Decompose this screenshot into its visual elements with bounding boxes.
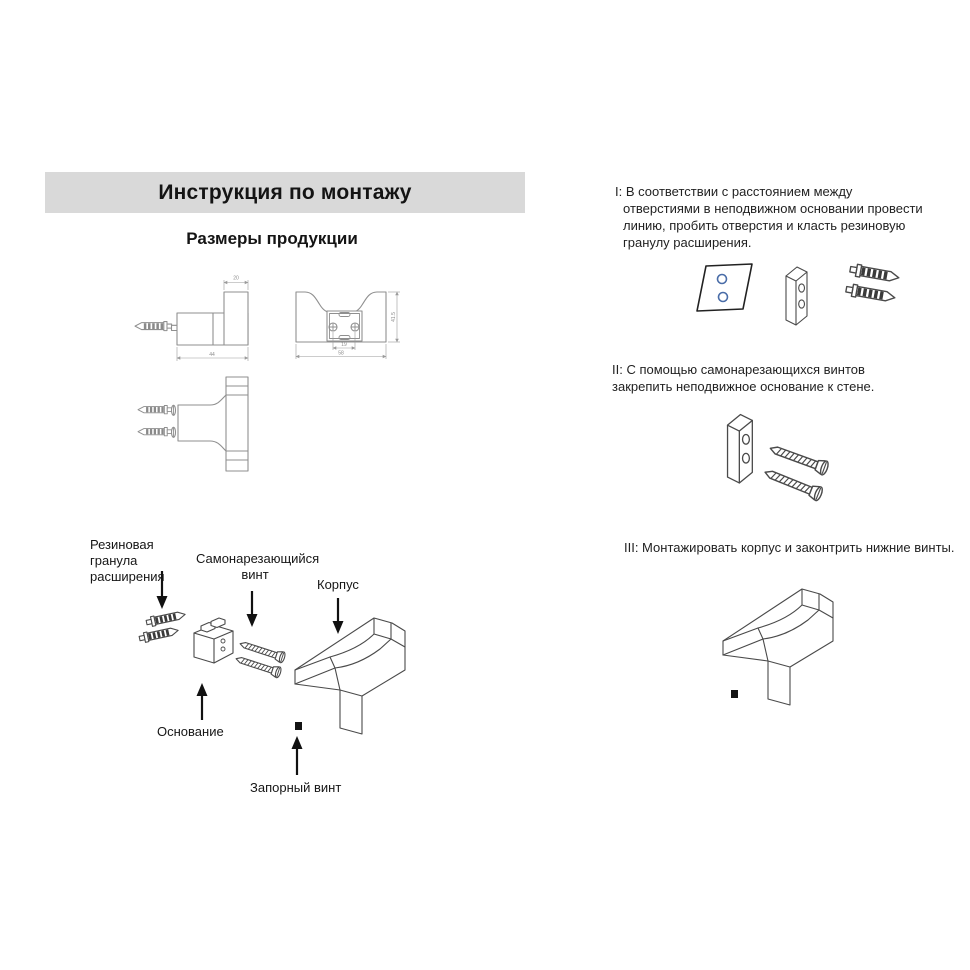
screw-head-right [351, 323, 359, 331]
hook-side-outline [177, 292, 248, 345]
base-slab-sketch [786, 267, 807, 325]
label-body: Корпус [317, 577, 359, 592]
title-bar [45, 172, 525, 213]
arrow-to-base [197, 683, 208, 720]
anchor-with-screw-bottom [138, 427, 176, 437]
body-part [295, 618, 405, 734]
step-1-illustration [680, 255, 915, 335]
screw-sketch-1 [768, 441, 830, 475]
locking-screw-part [295, 722, 302, 730]
step-3-illustration [690, 575, 850, 720]
wall-surface-sketch [697, 264, 752, 311]
step-2-illustration [715, 405, 875, 515]
step-3-text: III: Монтажировать корпус и законтрить нижние винты. [624, 540, 955, 555]
hook-front-outline [296, 292, 386, 342]
dim-bottom: 44 [209, 352, 215, 358]
anchor-part-1 [146, 610, 187, 628]
label-base: Основание [157, 724, 224, 739]
page-title: Инструкция по монтажу [158, 180, 412, 204]
anchor-with-screw-top [138, 405, 176, 415]
locking-screw-sketch [731, 690, 738, 698]
drawing-front-view [292, 282, 417, 374]
label-self-tapping-screw: Самонарезающийся винт [196, 551, 320, 582]
anchor-sketch [135, 322, 178, 331]
arrow-to-body [333, 598, 344, 634]
dim-height: 41.5 [391, 312, 397, 322]
step-2-text: II: С помощью самонарезающихся винтов закрепить неподвижное основание к стене. [612, 362, 875, 394]
hook-top-outline [178, 377, 248, 471]
anchor-sketch-2 [845, 283, 896, 304]
anchor-part-2 [139, 626, 180, 644]
dim-top: 20 [233, 275, 239, 282]
dim-width: 58 [338, 350, 344, 357]
arrow-to-anchor [157, 571, 168, 609]
arrow-to-locking-screw [292, 736, 303, 775]
screw-sketch-2 [762, 465, 824, 501]
label-locking-screw: Запорный винт [250, 780, 342, 795]
label-expansion-anchor: Резиновая гранула расширения [90, 537, 165, 584]
exploded-diagram [85, 565, 420, 780]
arrow-to-screw [247, 591, 258, 627]
drawing-side-view [122, 268, 312, 373]
dim-holes: 19 [341, 342, 347, 348]
base-part [194, 618, 233, 663]
screw-head-left [329, 323, 337, 331]
step-1-text: I: В соответствии с расстоянием между отверстиями в неподвижном основании провести линию, пробить отверстия и класть резиновую гранулу расширения. [615, 184, 923, 250]
body-sketch [723, 589, 833, 705]
subtitle: Размеры продукции [186, 229, 358, 248]
anchor-sketch-1 [849, 263, 900, 284]
base-slab-sketch [728, 415, 753, 483]
drawing-top-view [122, 375, 282, 480]
